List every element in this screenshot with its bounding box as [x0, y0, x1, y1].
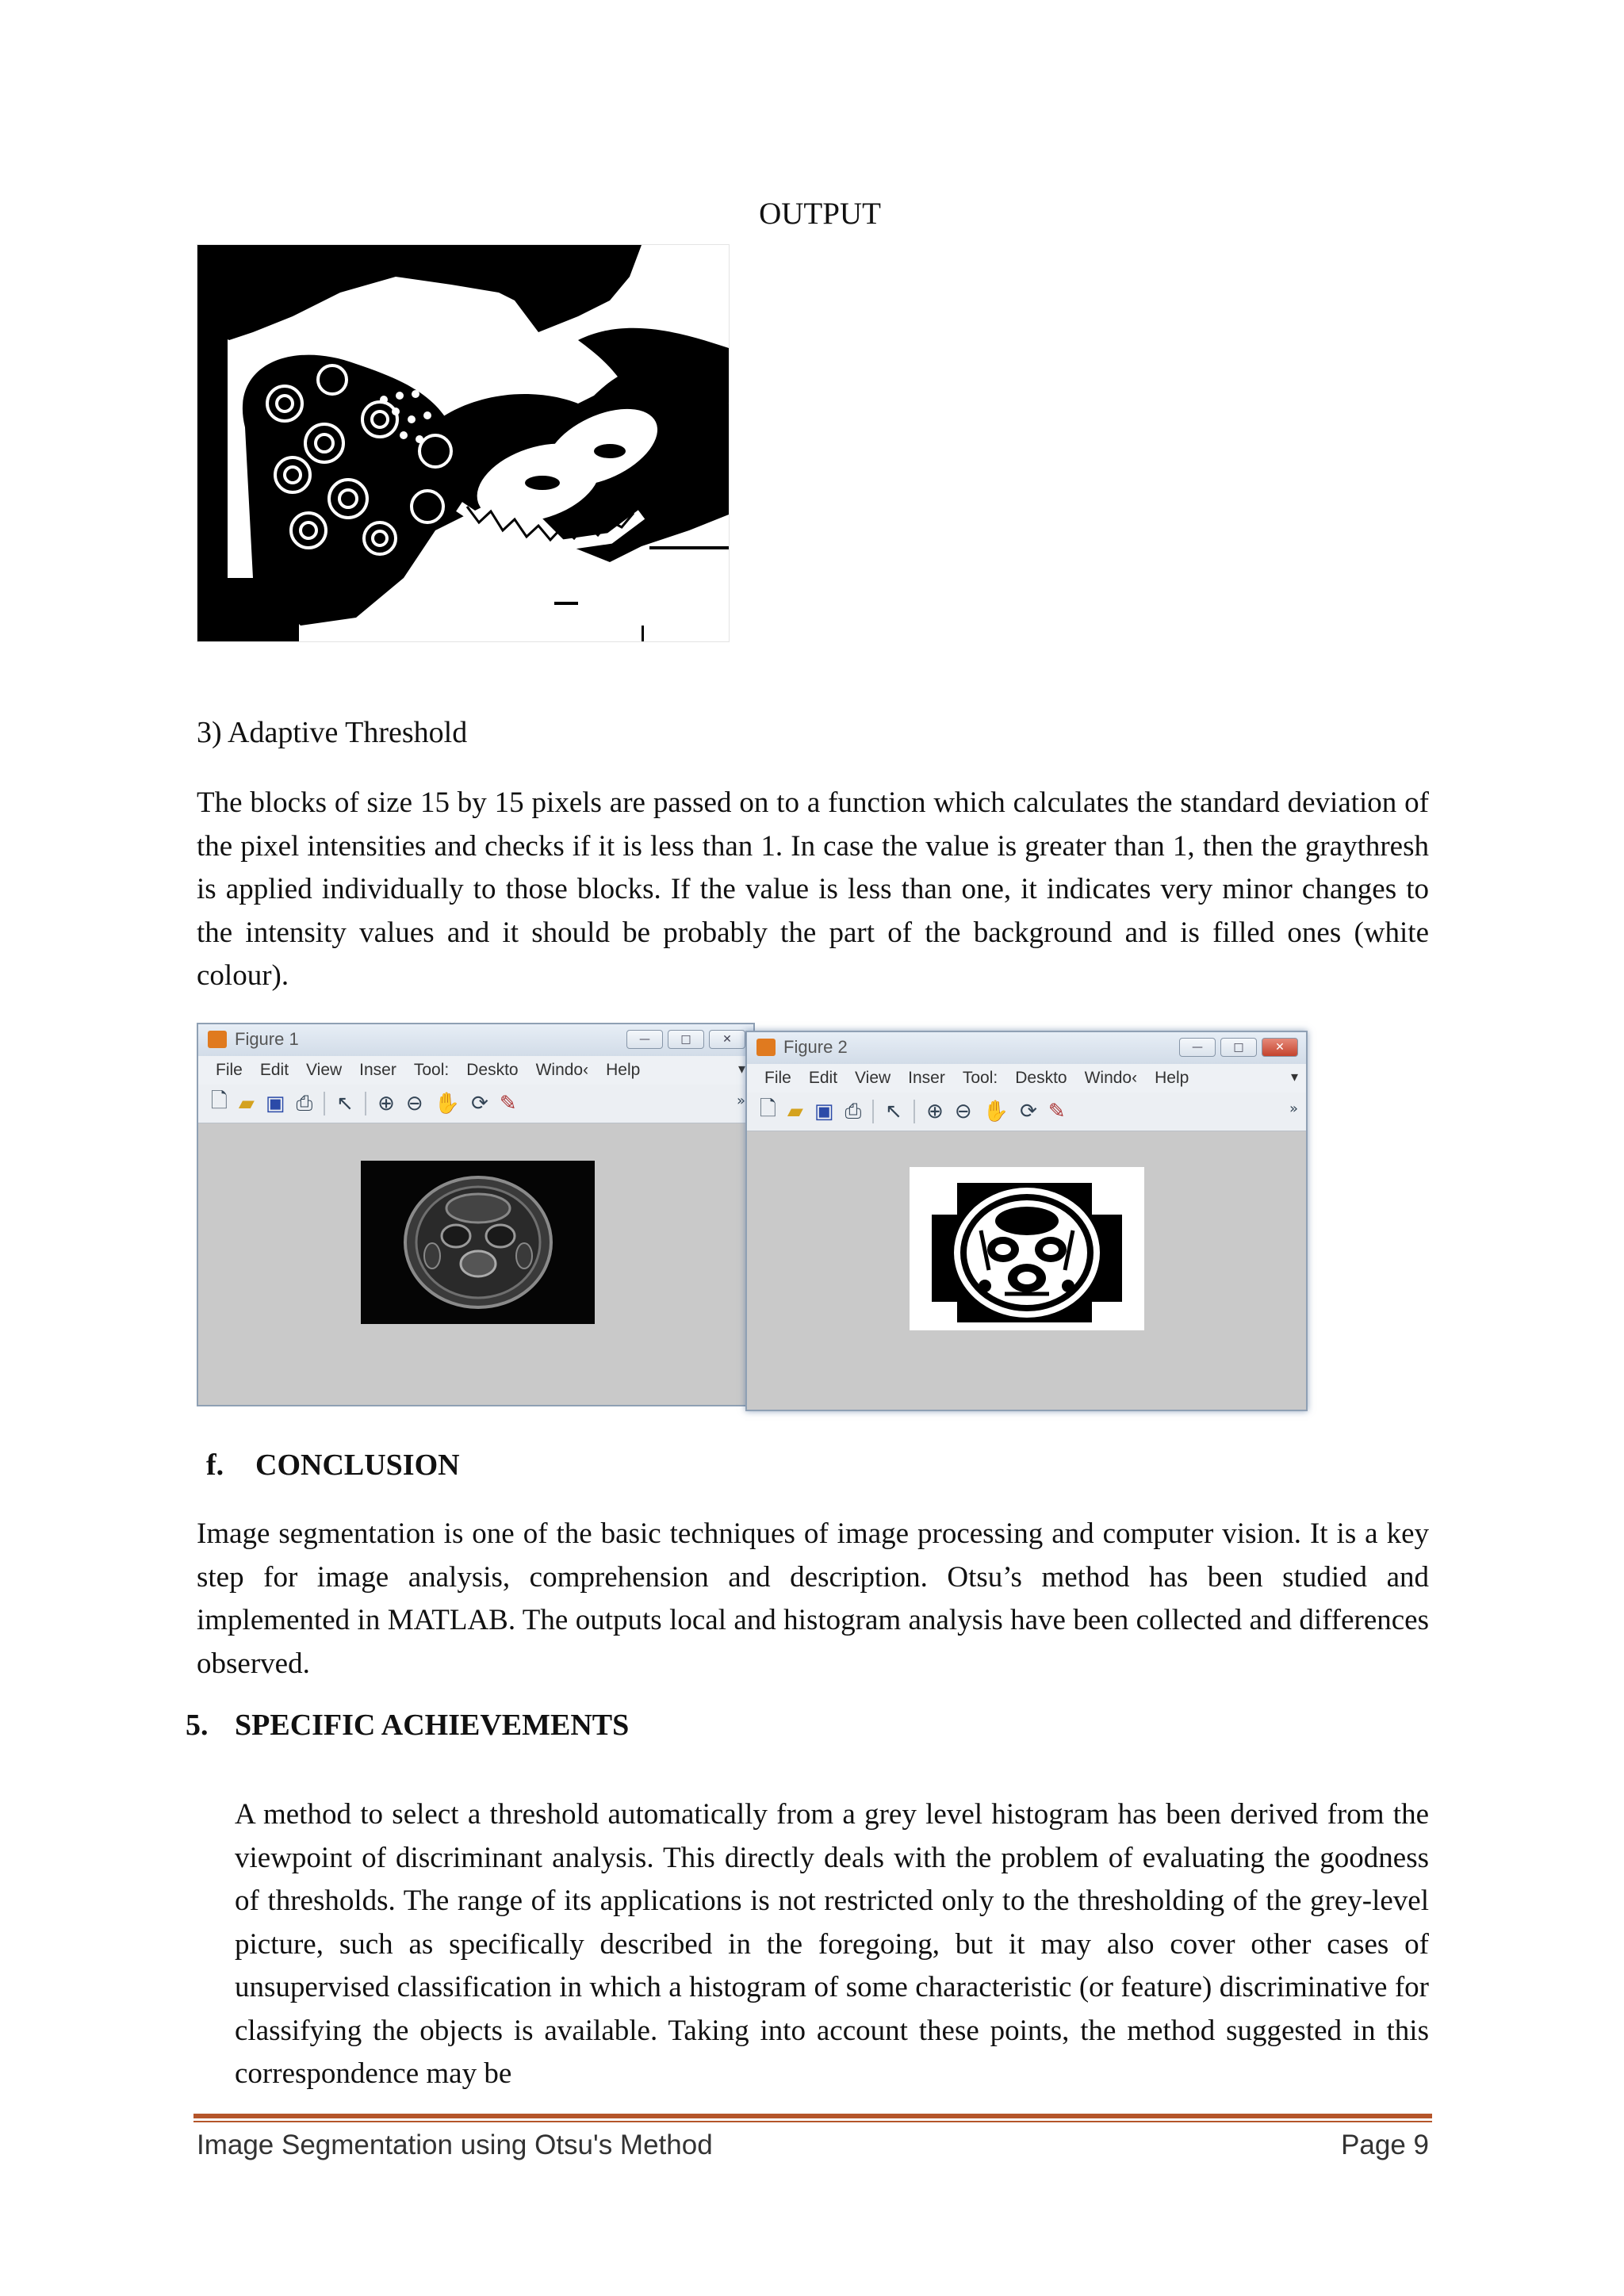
figure-2-toolbar [747, 1093, 1306, 1131]
close-button[interactable]: ✕ [1262, 1038, 1298, 1057]
pointer-icon[interactable]: ↖ [336, 1092, 354, 1115]
data-cursor-icon[interactable]: ✎ [1048, 1100, 1066, 1123]
menu-edit[interactable]: Edit [259, 1061, 289, 1079]
print-icon[interactable]: ⎙ [845, 1099, 862, 1123]
menu-window[interactable]: Windo‹ [535, 1061, 589, 1079]
adaptive-threshold-result-image [910, 1167, 1144, 1330]
menu-desktop[interactable]: Deskto [466, 1061, 519, 1079]
menu-help[interactable]: Help [606, 1061, 641, 1079]
close-button[interactable]: ✕ [709, 1030, 745, 1049]
new-file-icon[interactable]: 🗋 [760, 1097, 776, 1121]
menu-tools[interactable]: Tool: [413, 1061, 450, 1079]
page-number: Page 9 [1341, 2130, 1429, 2160]
pointer-icon[interactable]: ↖ [885, 1100, 903, 1123]
figure-1-titlebar[interactable] [198, 1024, 753, 1056]
achievements-marker: 5. [186, 1709, 209, 1742]
rotate-icon[interactable]: ⟳ [1020, 1100, 1037, 1123]
menu-edit[interactable]: Edit [808, 1069, 838, 1087]
pan-icon[interactable]: ✋ [434, 1092, 461, 1115]
new-file-icon[interactable]: 🗋 [211, 1089, 228, 1113]
menu-insert[interactable]: Inser [359, 1061, 396, 1079]
figure-2-titlebar[interactable] [747, 1032, 1306, 1064]
zoom-in-icon[interactable]: ⊕ [926, 1100, 944, 1123]
menu-view[interactable]: View [306, 1061, 343, 1079]
achievements-paragraph: A method to select a threshold automatically from a grey level histogram has been derived from the viewpoint of discriminant analysis. This directly deals with the problem of evaluating the goodness of thresholds. The range of its applications is not restricted only to the thresholding of the grey-level picture, such as specifically described in the foregoing, but it may also cover other cases of unsupervised classification in which a histogram of some characteristic (or feature) discriminative for classifying the objects is available. Taking into account these points, the method suggested in this correspondence may be [235, 1798, 1429, 2090]
menu-overflow-icon[interactable]: ▾ [737, 1061, 745, 1077]
matlab-icon [208, 1031, 227, 1048]
menu-desktop[interactable]: Deskto [1015, 1069, 1067, 1087]
figure-1-toolbar [198, 1085, 753, 1123]
toolbar-separator [365, 1092, 366, 1115]
save-icon[interactable]: ▣ [265, 1092, 285, 1115]
toolbar-overflow-icon[interactable]: » [736, 1093, 745, 1109]
footer-rule-thin [193, 2121, 1432, 2122]
zoom-in-icon[interactable]: ⊕ [377, 1092, 395, 1115]
achievements-heading: SPECIFIC ACHIEVEMENTS [235, 1709, 630, 1742]
maximize-button[interactable]: □ [1220, 1038, 1257, 1057]
figure-2-menubar [747, 1064, 1306, 1093]
toolbar-separator [324, 1092, 325, 1115]
minimize-button[interactable]: — [626, 1030, 663, 1049]
section-title-adaptive-threshold: 3) Adaptive Threshold [197, 716, 468, 749]
footer-document-title: Image Segmentation using Otsu's Method [197, 2130, 713, 2160]
figure-1-window [197, 1023, 755, 1406]
conclusion-marker: f. [206, 1448, 224, 1482]
menu-tools[interactable]: Tool: [962, 1069, 998, 1087]
matlab-icon [756, 1039, 776, 1056]
adaptive-threshold-paragraph: The blocks of size 15 by 15 pixels are passed on to a function which calculates the standard deviation of the pixel intensities and checks if it is less than 1. In case the value is greater than 1, then the graythresh is applied individually to those blocks. If the value is less than one, it indicates very minor changes to the intensity values and it should be probably the part of the background and is filled ones (white colour). [197, 786, 1429, 992]
figure-2-window [745, 1031, 1308, 1411]
output-heading: OUTPUT [759, 197, 881, 231]
save-icon[interactable]: ▣ [814, 1100, 834, 1123]
minimize-button[interactable]: — [1179, 1038, 1216, 1057]
toolbar-separator [914, 1100, 915, 1123]
print-icon[interactable]: ⎙ [296, 1091, 313, 1115]
menu-insert[interactable]: Inser [908, 1069, 945, 1087]
menu-overflow-icon[interactable]: ▾ [1290, 1069, 1298, 1085]
menu-file[interactable]: File [216, 1061, 243, 1079]
footer-rule [193, 2114, 1432, 2118]
menu-view[interactable]: View [855, 1069, 891, 1087]
figure-2-title: Figure 2 [783, 1037, 848, 1057]
toolbar-separator [872, 1100, 874, 1123]
open-folder-icon[interactable]: ▰ [787, 1100, 803, 1123]
pan-icon[interactable]: ✋ [982, 1100, 1009, 1123]
menu-file[interactable]: File [764, 1069, 791, 1087]
original-ct-scan-image [361, 1161, 595, 1324]
thresholded-pattern-image [197, 244, 730, 642]
maximize-button[interactable]: □ [668, 1030, 704, 1049]
toolbar-overflow-icon[interactable]: » [1289, 1100, 1298, 1117]
zoom-out-icon[interactable]: ⊖ [405, 1092, 423, 1115]
data-cursor-icon[interactable]: ✎ [499, 1092, 517, 1115]
menu-window[interactable]: Windo‹ [1084, 1069, 1138, 1087]
figure-1-title: Figure 1 [235, 1029, 299, 1049]
figure-1-menubar [198, 1056, 753, 1085]
open-folder-icon[interactable]: ▰ [238, 1092, 255, 1115]
menu-help[interactable]: Help [1155, 1069, 1189, 1087]
rotate-icon[interactable]: ⟳ [471, 1092, 488, 1115]
conclusion-heading: CONCLUSION [255, 1448, 460, 1482]
conclusion-paragraph: Image segmentation is one of the basic techniques of image processing and computer vision. It is a key step for image analysis, comprehension and description. Otsu’s method has been studied and implemented in MATLAB. The outputs local and histogram analysis have been collected and differences observed. [197, 1517, 1429, 1680]
zoom-out-icon[interactable]: ⊖ [954, 1100, 972, 1123]
